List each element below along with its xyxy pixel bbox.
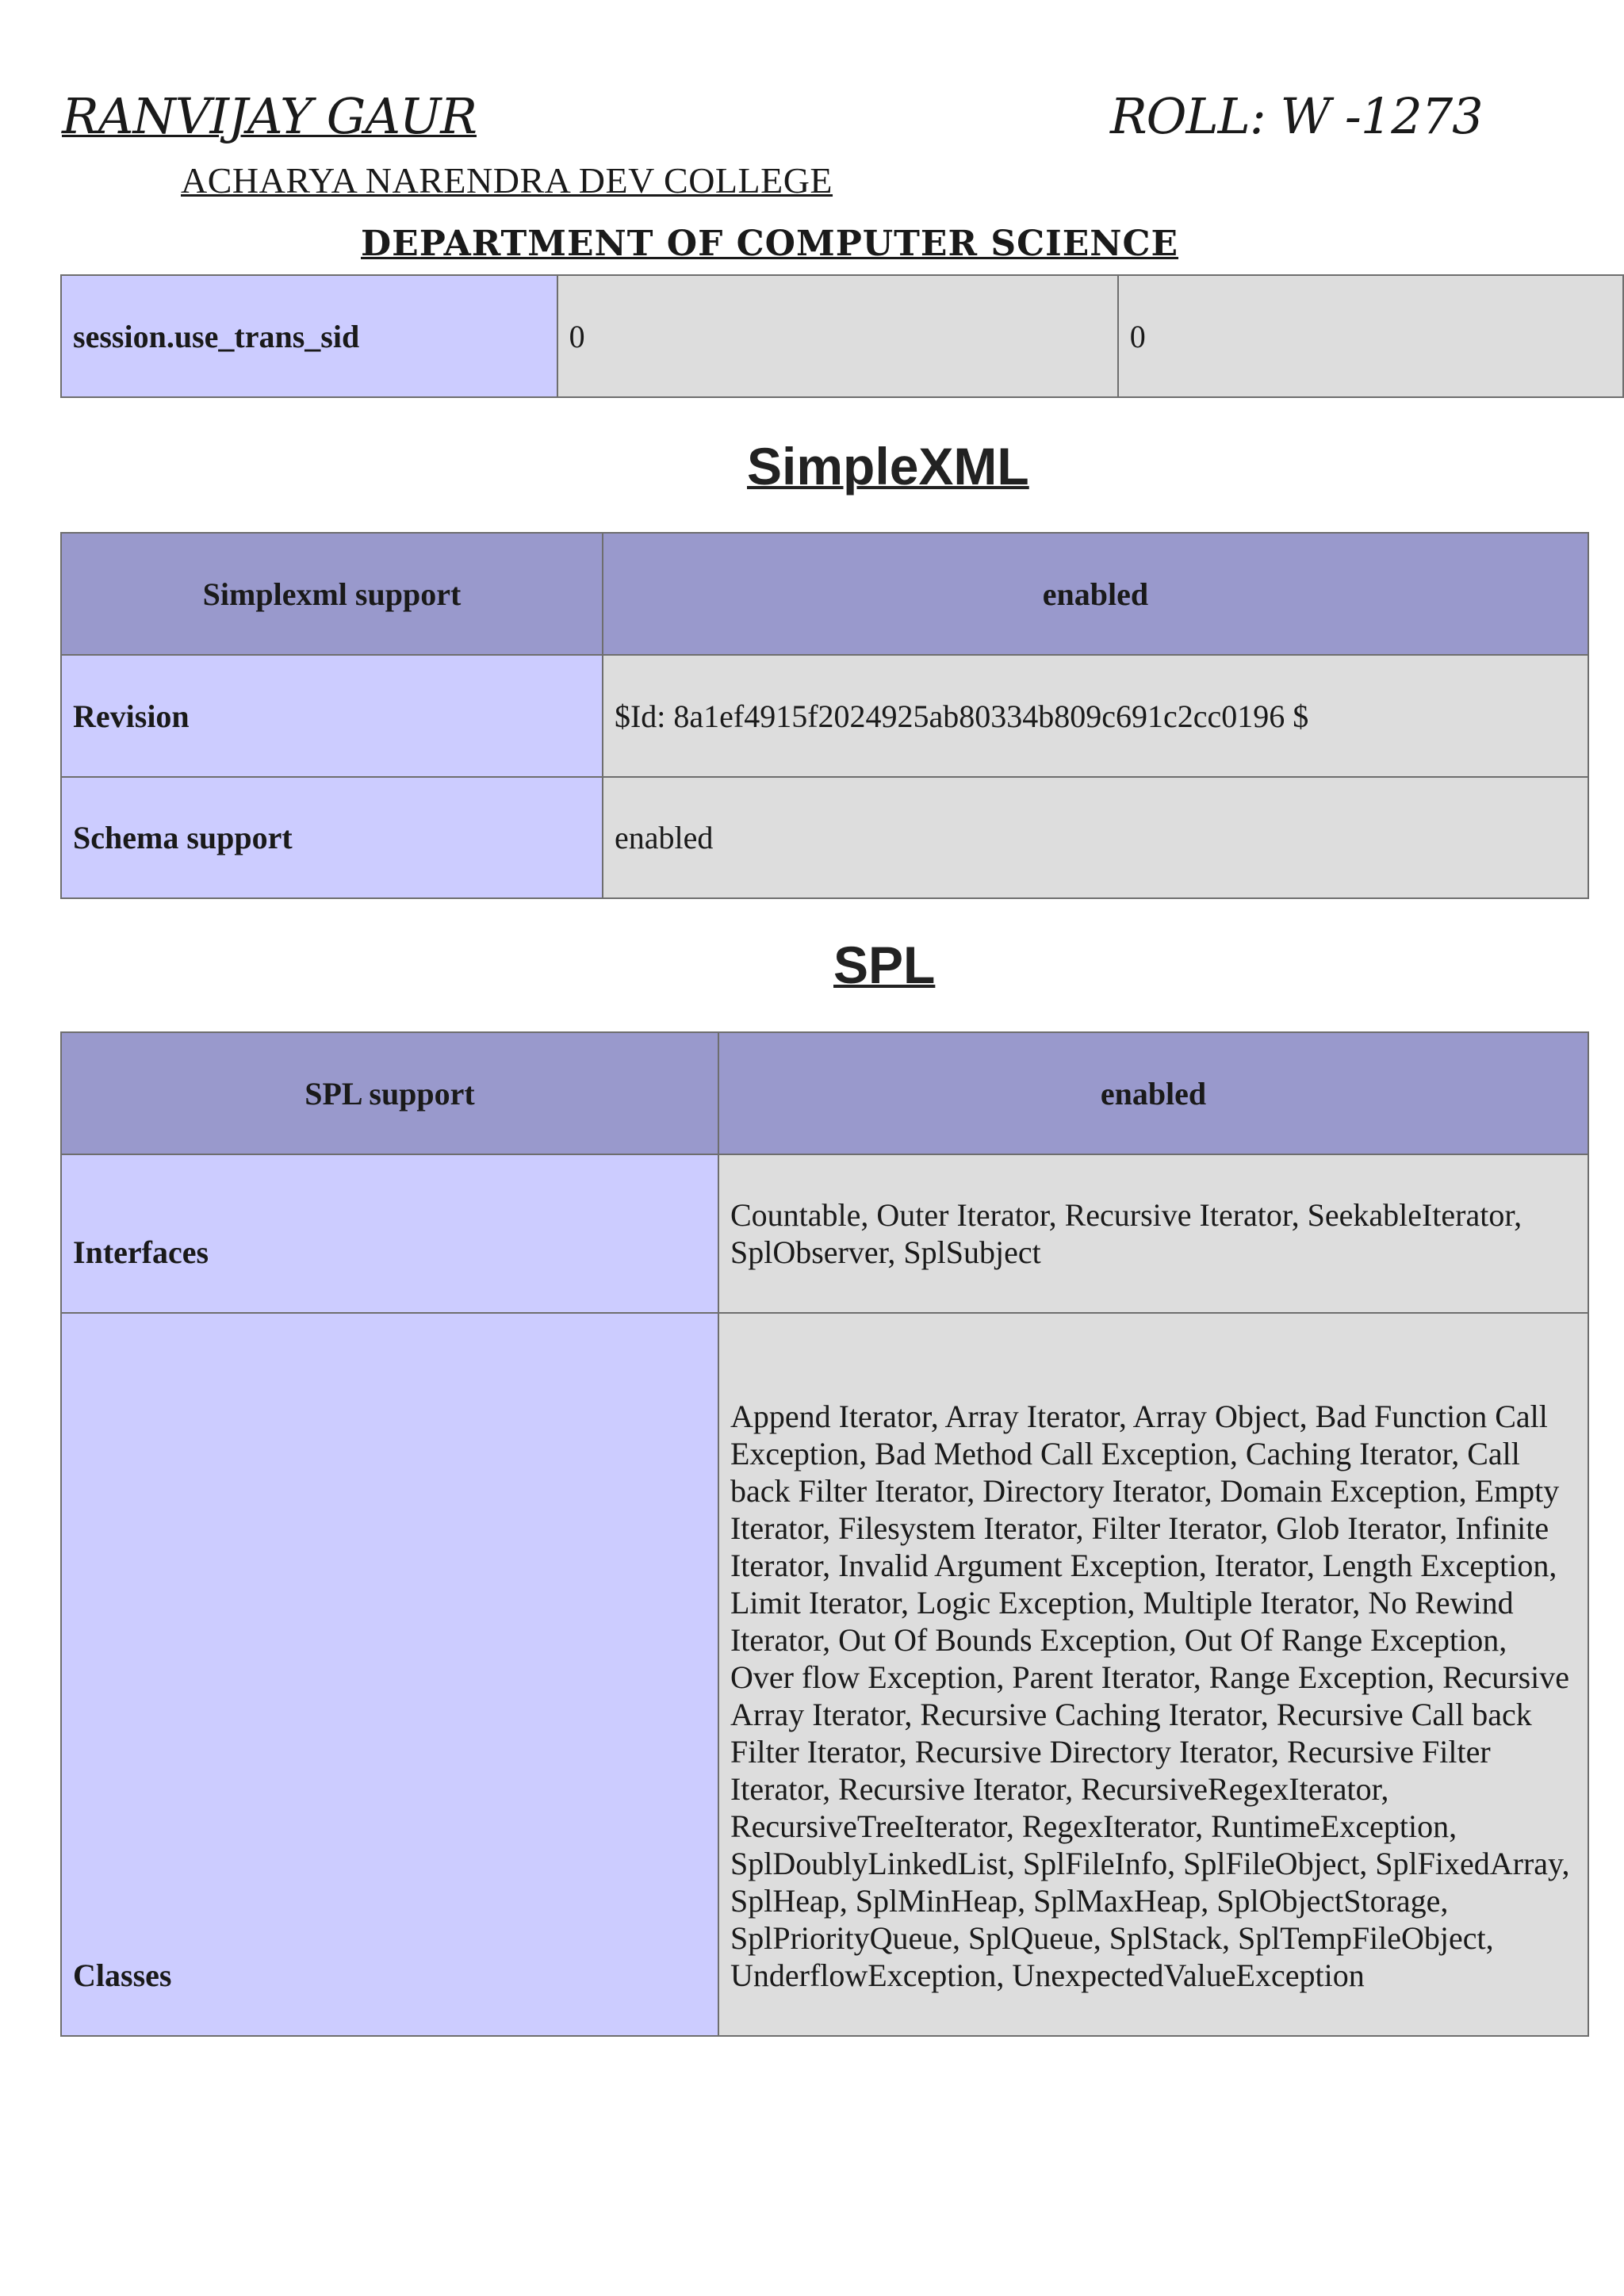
table-row bbox=[61, 1154, 1588, 1313]
spl-support-label: SPL support bbox=[61, 1032, 718, 1154]
simplexml-support-value: enabled bbox=[603, 533, 1588, 655]
simplexml-table bbox=[60, 532, 1589, 899]
table-row bbox=[61, 275, 1623, 397]
revision-value: $Id: 8a1ef4915f2024925ab80334b809c691c2cc0196 $ bbox=[603, 655, 1588, 777]
table-row bbox=[61, 1313, 1588, 2036]
simplexml-support-label: Simplexml support bbox=[61, 533, 603, 655]
session-master-value: 0 bbox=[1118, 275, 1623, 397]
roll-number: ROLL: W -1273 bbox=[1110, 87, 1483, 145]
college-name: ACHARYA NARENDRA DEV COLLEGE bbox=[181, 160, 833, 201]
revision-label: Revision bbox=[61, 655, 603, 777]
session-table bbox=[60, 274, 1624, 398]
table-row bbox=[61, 655, 1588, 777]
session-local-value: 0 bbox=[557, 275, 1118, 397]
interfaces-label: Interfaces bbox=[61, 1154, 718, 1313]
spl-support-value: enabled bbox=[718, 1032, 1588, 1154]
table-header-row bbox=[61, 533, 1588, 655]
table-row bbox=[61, 777, 1588, 898]
classes-value: Append Iterator, Array Iterator, Array Object, Bad Function Call Exception, Bad Method Call Exception, Caching Iterator, Call back Filter Iterator, Directory Iterator, Domain Exception, Empty Iterator, Filesystem Iterator, Filter Iterator, Glob Iterator, Infinite Iterator, Invalid Argument Exception, Iterator, Length Exception, Limit Iterator, Logic Exception, Multiple Iterator, No Rewind Iterator, Out Of Bounds Exception, Out Of Range Exception, Over flow Exception, Parent Iterator, Range Exception, Recursive Array Iterator, Recursive Caching Iterator, Recursive Call back Filter Iterator, Recursive Directory Iterator, Recursive Filter Iterator, Recursive Iterator, RecursiveRegexIterator, RecursiveTreeIterator, RegexIterator, RuntimeException, SplDoublyLinkedList, SplFileInfo, SplFileObject, SplFixedArray, SplHeap, SplMinHeap, SplMaxHeap, SplObjectStorage, SplPriorityQueue, SplQueue, SplStack, SplTempFileObject, UnderflowException, UnexpectedValueException bbox=[718, 1313, 1588, 2036]
spl-table bbox=[60, 1031, 1589, 2037]
session-key: session.use_trans_sid bbox=[61, 275, 557, 397]
schema-support-value: enabled bbox=[603, 777, 1588, 898]
simplexml-title: SimpleXML bbox=[747, 437, 1029, 496]
schema-support-label: Schema support bbox=[61, 777, 603, 898]
interfaces-value: Countable, Outer Iterator, Recursive Iterator, SeekableIterator, SplObserver, SplSubject bbox=[718, 1154, 1588, 1313]
spl-title: SPL bbox=[833, 936, 936, 994]
department-name: DEPARTMENT OF COMPUTER SCIENCE bbox=[361, 224, 1179, 264]
table-header-row bbox=[61, 1032, 1588, 1154]
classes-label: Classes bbox=[61, 1313, 718, 2036]
student-name: RANVIJAY GAUR bbox=[62, 87, 477, 145]
